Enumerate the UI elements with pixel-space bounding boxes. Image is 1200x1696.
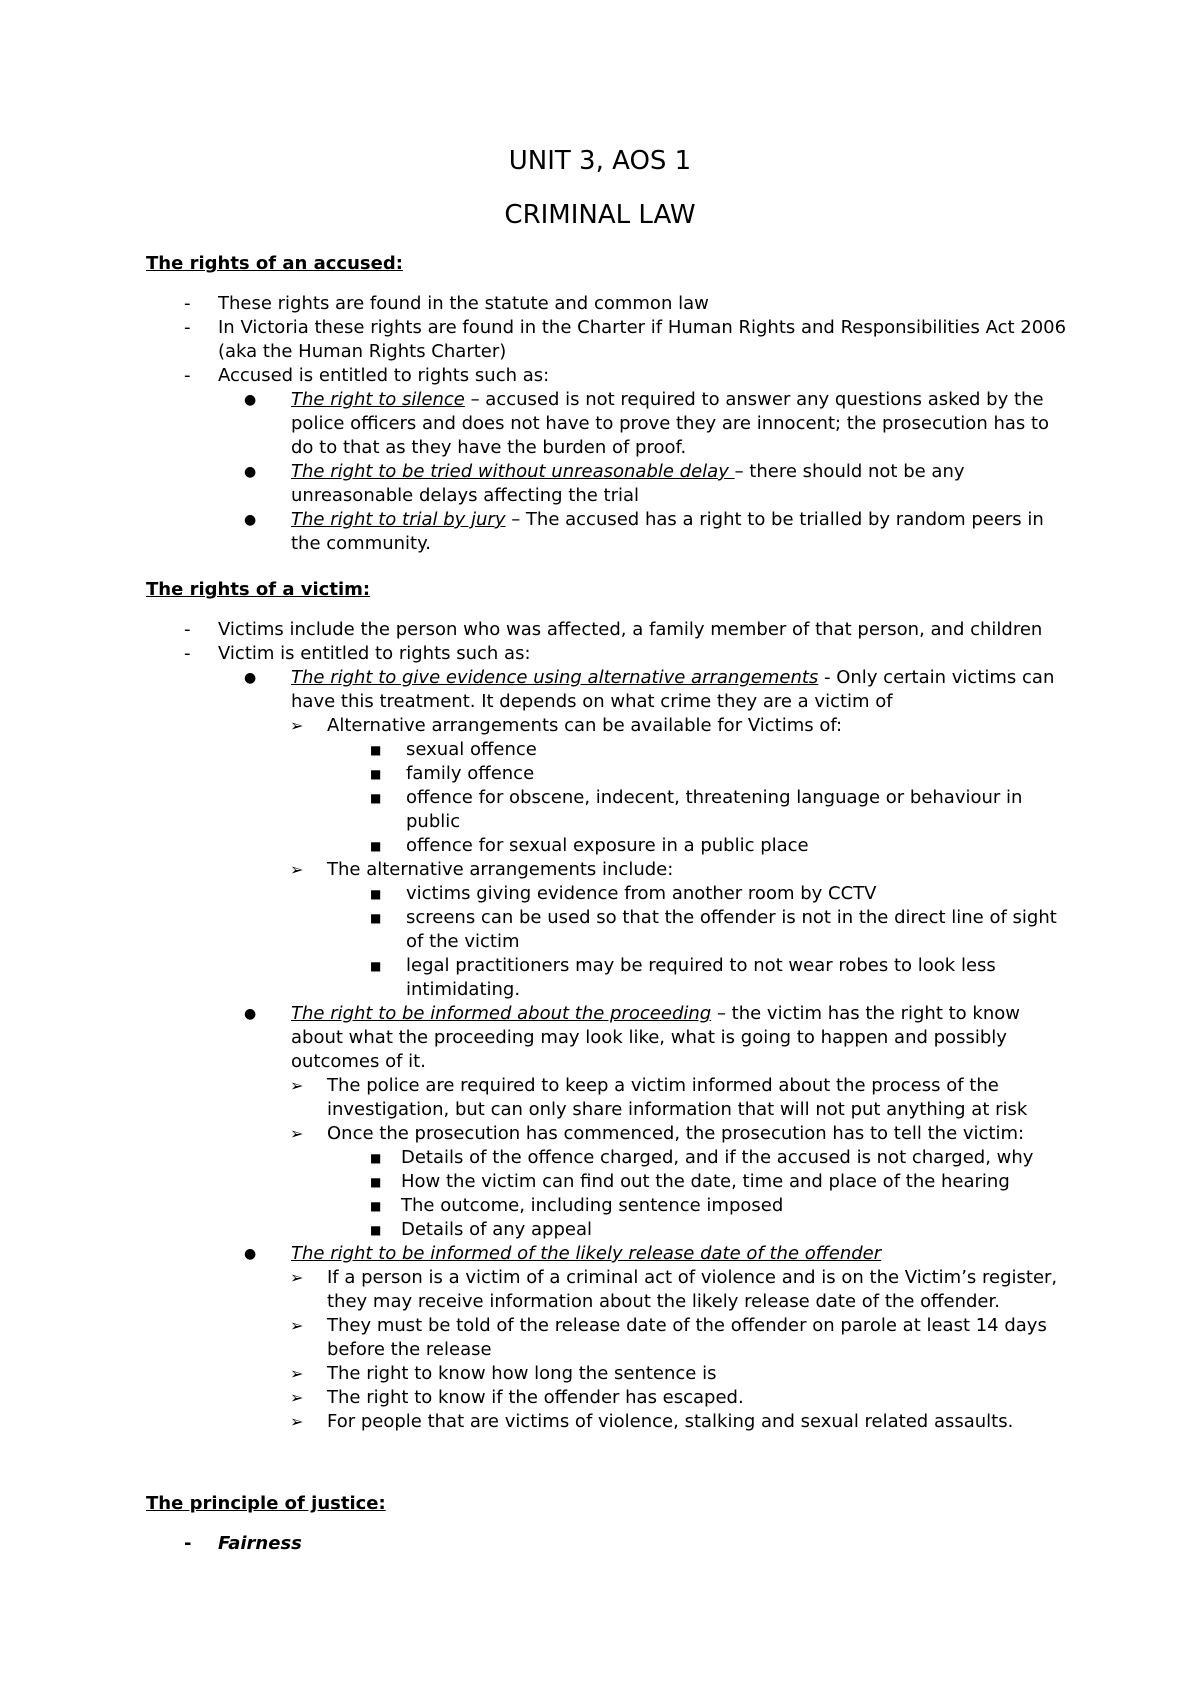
list-item: ➢ For people that are victims of violence, stalking and sexual related assaults. bbox=[290, 1411, 1014, 1432]
bullet-icon: ● bbox=[244, 1006, 257, 1022]
list-item: ➢ The alternative arrangements include: bbox=[290, 859, 674, 880]
heading-principle-justice: The principle of justice: bbox=[146, 1493, 386, 1514]
dash-marker: - bbox=[184, 293, 191, 314]
heading-rights-victim: The rights of a victim: bbox=[146, 579, 371, 600]
square-bullet-icon: ■ bbox=[370, 1175, 382, 1189]
list-item: ■ Details of the offence charged, and if the accused is not charged, why bbox=[370, 1147, 1034, 1168]
square-bullet-icon: ■ bbox=[370, 1151, 382, 1165]
heading-rights-accused: The rights of an accused: bbox=[146, 253, 403, 274]
list-item: - Victim is entitled to rights such as: bbox=[184, 643, 531, 664]
arrow-bullet-icon: ➢ bbox=[290, 1412, 304, 1431]
list-item: ➢ The right to know how long the sentence is bbox=[290, 1363, 717, 1384]
list-item: ➢ If a person is a victim of a criminal act of violence and is on the Victim’s register, they may receive information about the likely release date of the offender. bbox=[290, 1267, 1058, 1312]
list-item: ■ The outcome, including sentence imposed bbox=[370, 1195, 784, 1216]
list-item-right-silence: ● The right to silence – accused is not required to answer any questions asked by the police officers and does not have to prove they are innocent; the prosecution has to do to that as they have the burden of proof. bbox=[244, 389, 1050, 458]
arrow-bullet-icon: ➢ bbox=[290, 1268, 304, 1287]
square-bullet-icon: ■ bbox=[370, 791, 382, 805]
arrow-bullet-icon: ➢ bbox=[290, 1364, 304, 1383]
list-item: - In Victoria these rights are found in the Charter if Human Rights and Responsibilities Act 2006 (aka the Human Rights Charter) bbox=[184, 317, 1067, 362]
square-bullet-icon: ■ bbox=[370, 767, 382, 781]
list-item: ■ Details of any appeal bbox=[370, 1219, 592, 1240]
list-item: ➢ They must be told of the release date of the offender on parole at least 14 days before the release bbox=[290, 1315, 1047, 1360]
dash-marker: - bbox=[184, 643, 191, 664]
dash-marker: - bbox=[184, 365, 191, 386]
document-unit-title: UNIT 3, AOS 1 bbox=[508, 146, 692, 176]
list-item: ■ victims giving evidence from another room by CCTV bbox=[370, 883, 877, 904]
arrow-bullet-icon: ➢ bbox=[290, 716, 304, 735]
dash-marker: - bbox=[184, 317, 191, 338]
arrow-bullet-icon: ➢ bbox=[290, 1124, 304, 1143]
square-bullet-icon: ■ bbox=[370, 887, 382, 901]
arrow-bullet-icon: ➢ bbox=[290, 1316, 304, 1335]
document-subject-title: CRIMINAL LAW bbox=[504, 200, 696, 230]
bullet-icon: ● bbox=[244, 1246, 257, 1262]
list-item-right-alternative-arrangements: ● The right to give evidence using alternative arrangements - Only certain victims can have this treatment. It depends on what crime they are a victim of bbox=[244, 667, 1055, 712]
list-item: ■ offence for sexual exposure in a public place bbox=[370, 835, 809, 856]
list-item-right-release-date: ● The right to be informed of the likely release date of the offender bbox=[244, 1243, 882, 1264]
dash-marker: - bbox=[184, 1533, 192, 1554]
arrow-bullet-icon: ➢ bbox=[290, 1388, 304, 1407]
list-item: ■ sexual offence bbox=[370, 739, 537, 760]
list-item: ■ How the victim can find out the date, time and place of the hearing bbox=[370, 1171, 1010, 1192]
arrow-bullet-icon: ➢ bbox=[290, 1076, 304, 1095]
list-item-right-no-delay: ● The right to be tried without unreasonable delay – there should not be any unreasonable delays affecting the trial bbox=[244, 461, 965, 506]
list-item: ➢ Once the prosecution has commenced, the prosecution has to tell the victim: bbox=[290, 1123, 1025, 1144]
list-item: ■ screens can be used so that the offender is not in the direct line of sight of the victim bbox=[370, 907, 1057, 952]
list-item: ➢ The right to know if the offender has escaped. bbox=[290, 1387, 744, 1408]
bullet-icon: ● bbox=[244, 670, 257, 686]
section-rights-accused bbox=[0, 292, 1200, 556]
section-principle-justice bbox=[0, 1532, 1200, 1556]
list-item: ■ legal practitioners may be required to not wear robes to look less intimidating. bbox=[370, 955, 996, 1000]
square-bullet-icon: ■ bbox=[370, 1199, 382, 1213]
list-item: ■ offence for obscene, indecent, threatening language or behaviour in public bbox=[370, 787, 1023, 832]
square-bullet-icon: ■ bbox=[370, 911, 382, 925]
arrow-bullet-icon: ➢ bbox=[290, 860, 304, 879]
list-item: ➢ Alternative arrangements can be available for Victims of: bbox=[290, 715, 843, 736]
list-item: - Accused is entitled to rights such as: bbox=[184, 365, 550, 386]
list-item: - These rights are found in the statute and common law bbox=[184, 293, 709, 314]
square-bullet-icon: ■ bbox=[370, 959, 382, 973]
list-item: - Victims include the person who was affected, a family member of that person, and children bbox=[184, 619, 1043, 640]
list-item-right-informed-proceeding: ● The right to be informed about the proceeding – the victim has the right to know about what the proceeding may look like, what is going to happen and possibly outcomes of it. bbox=[244, 1003, 1020, 1072]
list-item-fairness: - Fairness bbox=[184, 1533, 302, 1554]
dash-marker: - bbox=[184, 619, 191, 640]
bullet-icon: ● bbox=[244, 464, 257, 480]
bullet-icon: ● bbox=[244, 392, 257, 408]
square-bullet-icon: ■ bbox=[370, 743, 382, 757]
square-bullet-icon: ■ bbox=[370, 1223, 382, 1237]
section-rights-victim bbox=[0, 618, 1200, 1434]
list-item-right-jury: ● The right to trial by jury – The accused has a right to be trialled by random peers in the community. bbox=[244, 509, 1044, 554]
square-bullet-icon: ■ bbox=[370, 839, 382, 853]
list-item: ➢ The police are required to keep a victim informed about the process of the investigation, but can only share information that will not put anything at risk bbox=[290, 1075, 1028, 1120]
bullet-icon: ● bbox=[244, 512, 257, 528]
list-item: ■ family offence bbox=[370, 763, 535, 784]
